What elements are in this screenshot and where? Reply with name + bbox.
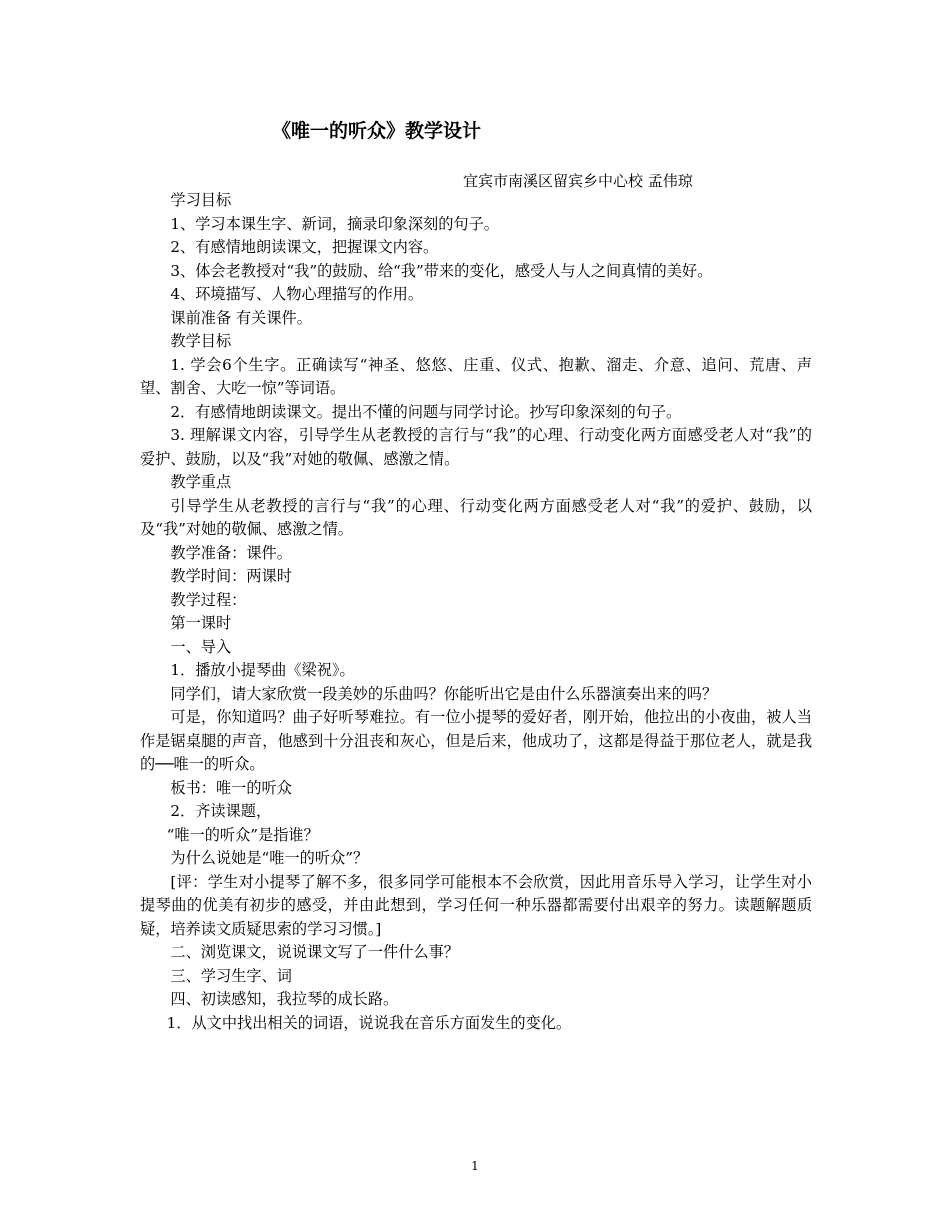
paragraph: 2．齐读课题， [170, 802, 272, 820]
paragraph: 同学们，请大家欣赏一段美妙的乐曲吗？你能听出它是由什么乐器演奏出来的吗？ [170, 684, 718, 703]
section-heading: 三、学习生字、词 [170, 966, 292, 985]
paragraph: 教学准备：课件。 [170, 543, 292, 562]
section-heading: 二、浏览课文，说说课文写了一件什么事？ [170, 943, 459, 961]
paragraph: 板书：唯一的听众 [170, 778, 292, 797]
document-body [140, 189, 812, 1035]
paragraph: 1. 学会6个生字。正确读写“神圣、悠悠、庄重、仪式、抱歉、溜走、介意、追问、荒唐、声望、割舍、大吃一惊”等词语。 [140, 355, 812, 397]
paragraph: 可是，你知道吗？曲子好听琴难拉。有一位小提琴的爱好者，刚开始，他拉出的小夜曲，被人当作是锯桌腿的声音，他感到十分沮丧和灰心，但是后来，他成功了，这都是得益于那位老人，就是我的──唯一的听众。 [140, 708, 812, 773]
page-number: 1 [471, 1159, 479, 1173]
section-heading: 学习目标 [170, 191, 232, 209]
section-heading: 第一课时 [170, 614, 232, 632]
paragraph: 1．播放小提琴曲《梁祝》。 [170, 661, 355, 679]
section-heading: 一、导入 [170, 637, 232, 656]
paragraph: “唯一的听众”是指谁？ [166, 825, 319, 844]
paragraph: 3、体会老教授对“我”的鼓励、给“我”带来的变化，感受人与人之间真情的美好。 [170, 261, 713, 280]
section-heading: 四、初读感知，我拉琴的成长路。 [170, 990, 399, 1008]
paragraph: 4、环境描写、人物心理描写的作用。 [170, 285, 424, 303]
paragraph: 课前准备 有关课件。 [170, 308, 312, 327]
paragraph: 2．有感情地朗读课文。提出不懂的问题与同学讨论。抄写印象深刻的句子。 [170, 402, 682, 421]
paragraph: 2、有感情地朗读课文，把握课文内容。 [170, 238, 439, 256]
paragraph: 引导学生从老教授的言行与“我”的心理、行动变化两方面感受老人对“我”的爱护、鼓励，以及“我”对她的敬佩、感激之情。 [140, 496, 812, 538]
paragraph: 教学时间：两课时 [170, 567, 292, 585]
section-heading: 教学目标 [170, 332, 232, 350]
document-title: 《唯一的听众》教学设计 [272, 120, 482, 142]
paragraph: 教学过程： [170, 590, 247, 609]
paragraph: 为什么说她是“唯一的听众”？ [170, 849, 369, 867]
paragraph: 1．从文中找出相关的词语，说说我在音乐方面发生的变化。 [166, 1013, 572, 1032]
paragraph: [评：学生对小提琴了解不多，很多同学可能根本不会欣赏，因此用音乐导入学习，让学生对小提琴曲的优美有初步的感受，并由此想到，学习任何一种乐器都需要付出艰辛的努力。读题解题质疑，培养读文质疑思索的学习习惯。] [140, 872, 812, 938]
paragraph: 3. 理解课文内容，引导学生从老教授的言行与“我”的心理、行动变化两方面感受老人对“我”的爱护、鼓励，以及“我”对她的敬佩、感激之情。 [140, 426, 812, 468]
author-line: 宜宾市南溪区留宾乡中心校 孟伟琼 [463, 172, 693, 190]
paragraph: 1、学习本课生字、新词，摘录印象深刻的句子。 [170, 214, 499, 233]
section-heading: 教学重点 [170, 473, 232, 491]
